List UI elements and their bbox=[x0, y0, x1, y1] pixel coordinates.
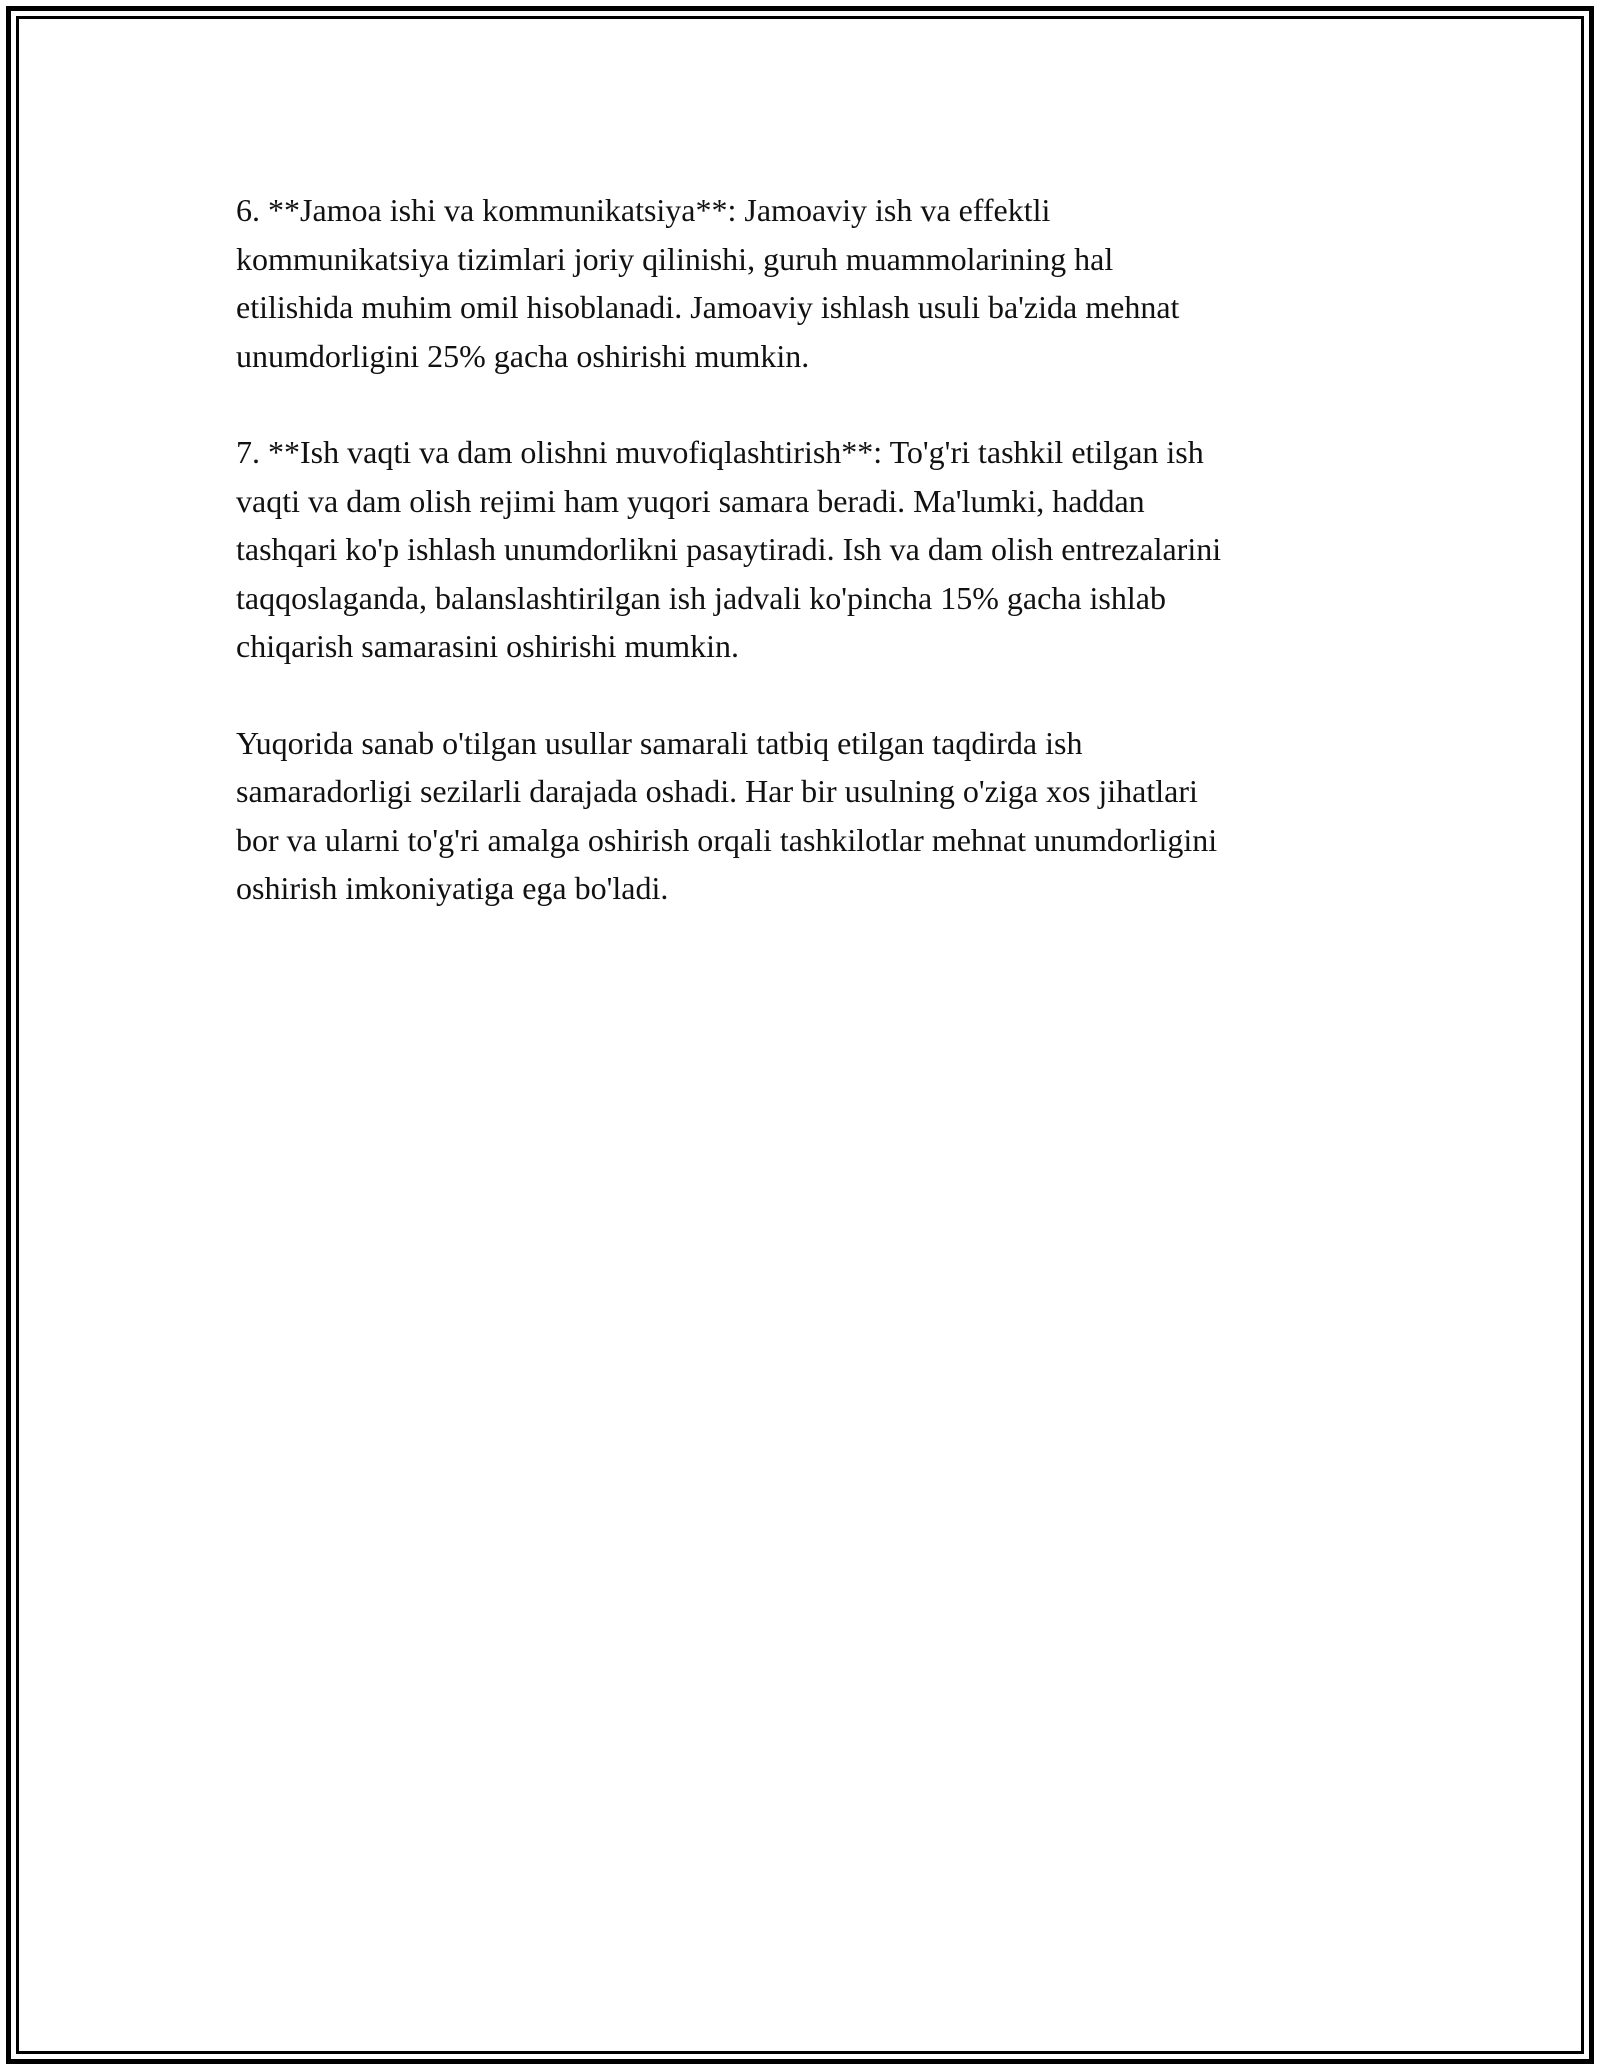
paragraph-conclusion: Yuqorida sanab o'tilgan usullar samarali tatbiq etilgan taqdirda ish samaradorligi sezilarli darajada oshadi. Har bir usulning o'ziga xos jihatlari bor va ularni to'g'ri amalga oshirish orqali tashkilotlar mehnat unumdorligini oshirish imkoniyatiga ega bo'ladi. bbox=[236, 724, 1218, 906]
paragraph-team-communication: 6. **Jamoa ishi va kommunikatsiya**: Jamoaviy ish va effektli kommunikatsiya tizimlari joriy qilinishi, guruh muammolarining hal etilishida muhim omil hisoblanadi. Jamoaviy ishlash usuli ba'zida mehnat unumdorligini 25% gacha oshirishi mumkin. bbox=[236, 192, 1180, 374]
document-body bbox=[236, 186, 1376, 961]
paragraph-work-rest-balance: 7. **Ish vaqti va dam olishni muvofiqlashtirish**: To'g'ri tashkil etilgan ish vaqti va dam olish rejimi ham yuqori samara beradi. Ma'lumki, haddan tashqari ko'p ishlash unumdorlikni pasaytiradi. Ish va dam olish entrezalarini taqqoslaganda, balanslashtirilgan ish jadvali ko'pincha 15% gacha ishlab chiqarish samarasini oshirishi mumkin. bbox=[236, 434, 1222, 664]
